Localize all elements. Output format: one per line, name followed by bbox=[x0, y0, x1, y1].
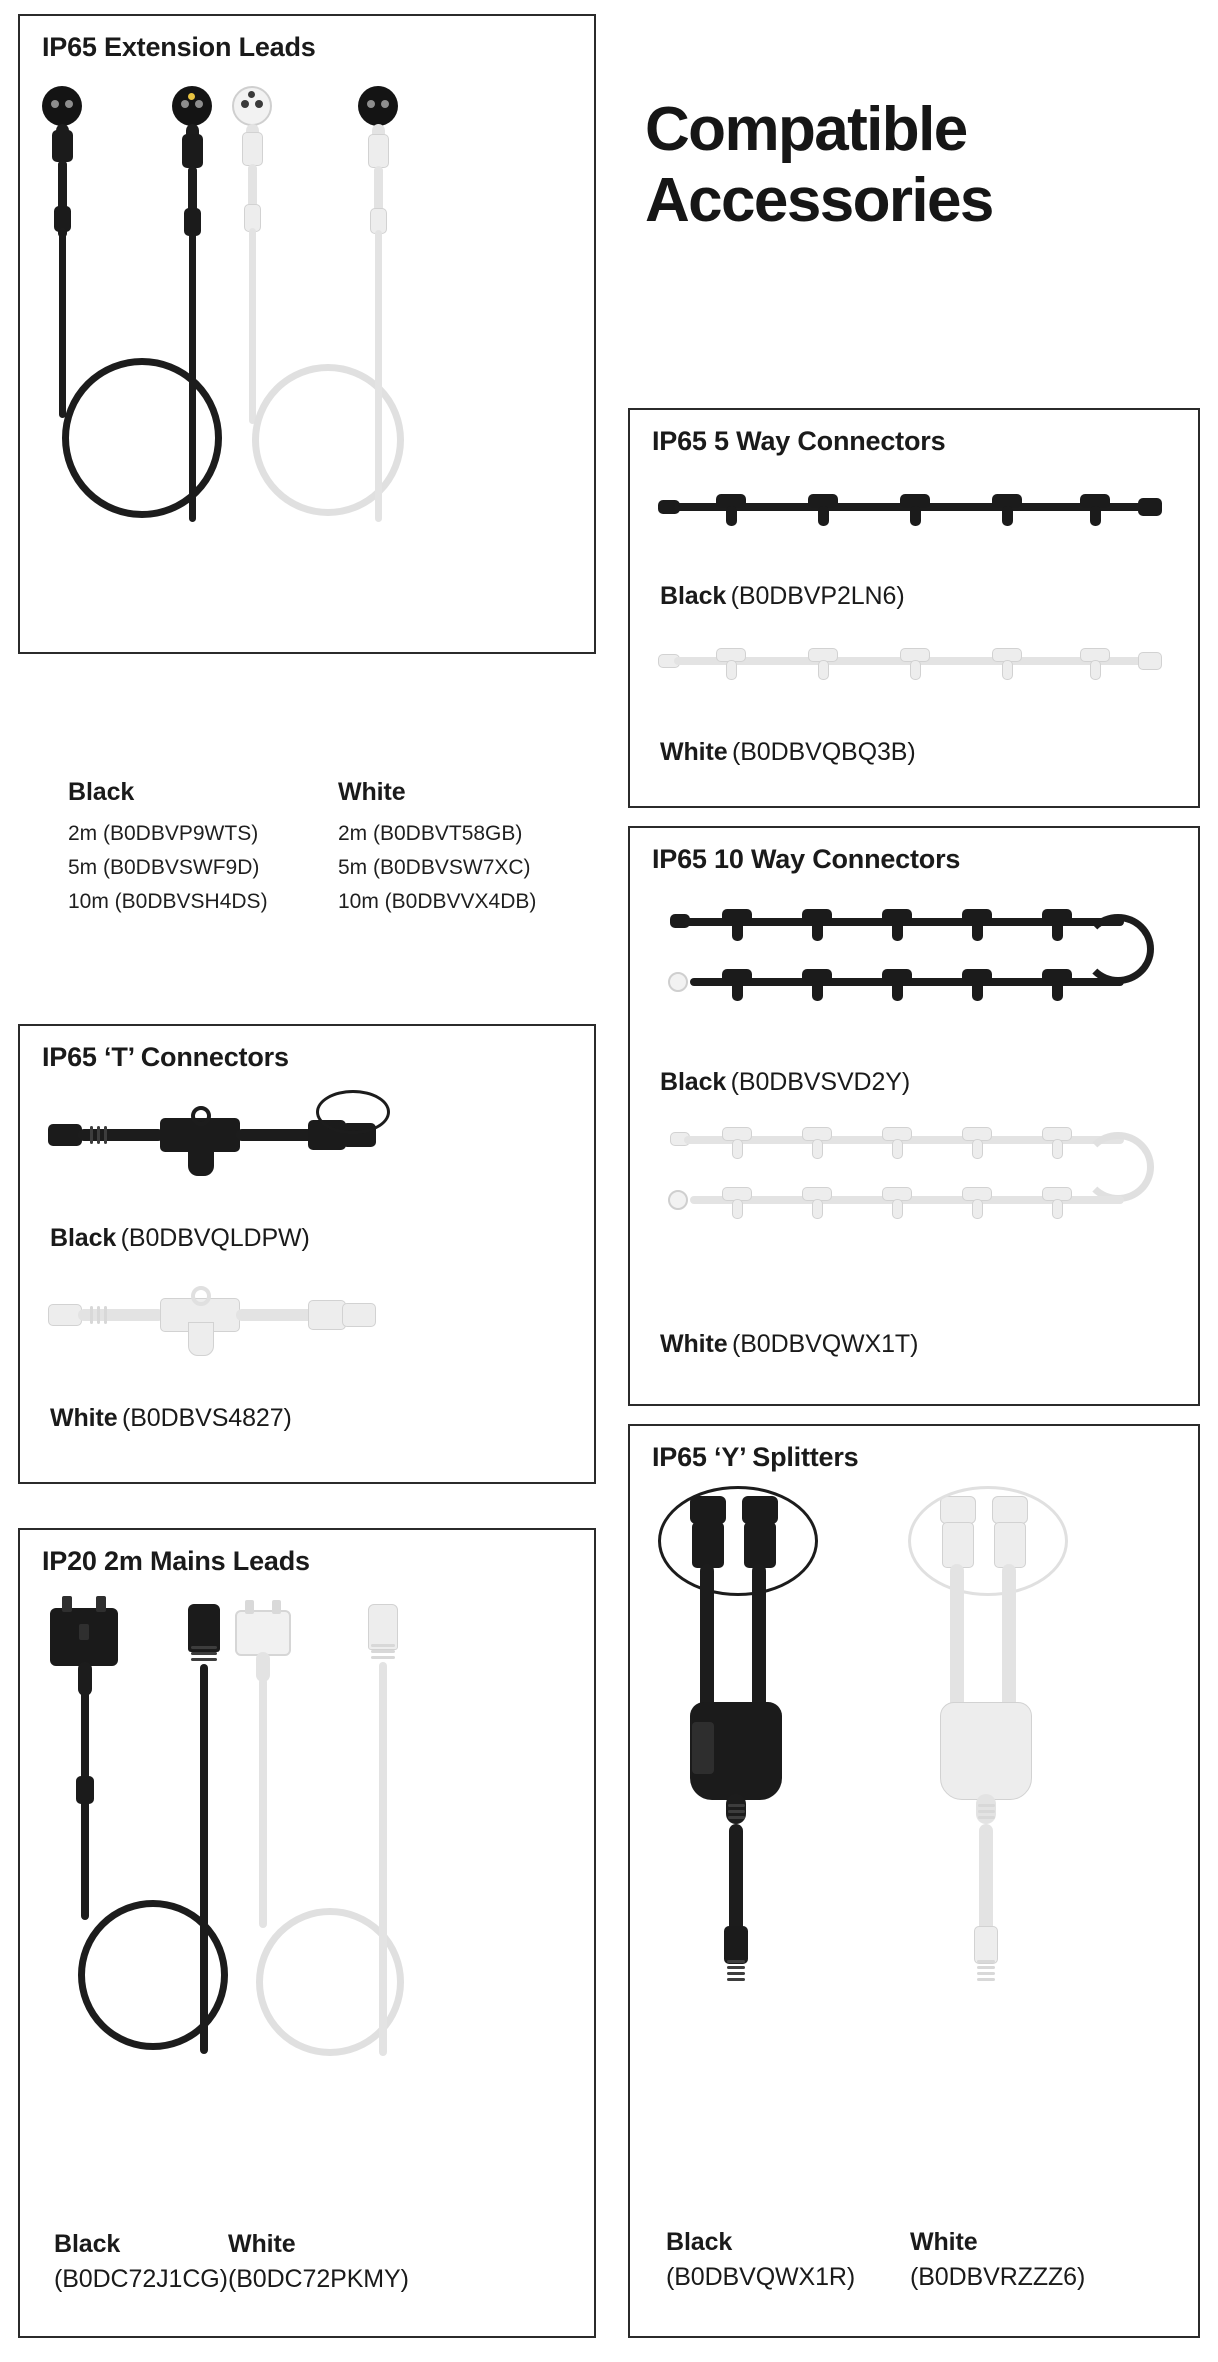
cable-bend bbox=[1082, 1132, 1154, 1202]
variant-label-white: White bbox=[338, 778, 406, 806]
branch-connector bbox=[692, 1522, 724, 1568]
uk-plug-pin bbox=[272, 1600, 281, 1614]
cable-segment bbox=[189, 232, 196, 522]
panel-10-way-title: IP65 10 Way Connectors bbox=[652, 844, 961, 874]
tap-stem bbox=[732, 921, 743, 941]
tap-stem bbox=[892, 921, 903, 941]
tap-stem bbox=[972, 1199, 983, 1219]
tap-stem bbox=[1052, 921, 1063, 941]
tap-stem bbox=[972, 1139, 983, 1159]
variant-label-black: Black bbox=[660, 1068, 727, 1096]
cable-loop bbox=[62, 358, 222, 518]
variant-label-white: White bbox=[910, 2228, 978, 2256]
sku-item: 10m (B0DBVSH4DS) bbox=[68, 890, 268, 914]
variant-sku-white: (B0DC72PKMY) bbox=[228, 2265, 409, 2293]
connector-plug-icon bbox=[42, 86, 82, 126]
panel-extension-leads-title: IP65 Extension Leads bbox=[42, 32, 316, 62]
connector-ribs-icon bbox=[371, 1644, 395, 1659]
tap-stem bbox=[1052, 981, 1063, 1001]
panel-extension-leads bbox=[18, 14, 596, 914]
panel-5-way-title: IP65 5 Way Connectors bbox=[652, 426, 946, 456]
plug-pin-icon bbox=[367, 100, 375, 108]
sku-item: 2m (B0DBVT58GB) bbox=[338, 822, 523, 845]
variant-label-black: Black bbox=[68, 778, 135, 806]
cable-branch bbox=[950, 1564, 964, 1716]
tap-stem bbox=[892, 1199, 903, 1219]
ten-way-white-illustration bbox=[630, 1118, 1202, 1258]
variant-label-black: Black bbox=[660, 582, 727, 610]
variant-label-white: White bbox=[50, 1404, 118, 1432]
tap-stem bbox=[732, 981, 743, 1001]
branch-connector bbox=[942, 1522, 974, 1568]
variant-label-black: Black bbox=[50, 1224, 117, 1252]
variant-label-black: Black bbox=[54, 2230, 121, 2258]
tap-stem bbox=[910, 660, 921, 680]
uk-plug-pin bbox=[79, 1624, 89, 1640]
cable-branch bbox=[752, 1564, 766, 1716]
variant-sku-white: (B0DBVS4827) bbox=[122, 1404, 292, 1432]
plug-pin-icon bbox=[65, 100, 73, 108]
y-splitter-white-illustration bbox=[880, 1486, 1170, 2186]
connector-end-cap bbox=[1138, 652, 1162, 670]
cable-segment bbox=[379, 1662, 387, 2056]
t-connector-hanging-ring bbox=[191, 1106, 211, 1126]
plug-pin-icon bbox=[248, 91, 255, 98]
variant-sku-black: (B0DBVSVD2Y) bbox=[730, 1068, 911, 1096]
sku-list-white bbox=[338, 817, 568, 919]
cable-segment bbox=[200, 1664, 208, 2054]
connector-ribs-icon bbox=[727, 1960, 745, 1981]
y-splitter-black-illustration bbox=[630, 1486, 920, 2186]
uk-plug-pin bbox=[245, 1600, 254, 1614]
connector-end-cap bbox=[48, 1124, 82, 1146]
sku-item: 2m (B0DBVP9WTS) bbox=[68, 822, 259, 845]
tap-stem bbox=[732, 1199, 743, 1219]
cable-ribs-icon bbox=[90, 1126, 107, 1144]
branch-connector bbox=[744, 1522, 776, 1568]
variant-sku-black: (B0DBVP2LN6) bbox=[730, 582, 905, 610]
connector-ribs-icon bbox=[977, 1960, 995, 1981]
connector-plug-icon bbox=[668, 972, 688, 992]
cable-branch bbox=[1002, 1564, 1016, 1716]
t-connector-stem bbox=[188, 1142, 214, 1176]
connector-end-cap bbox=[342, 1303, 376, 1327]
cable-segment bbox=[59, 228, 66, 418]
ten-way-black-illustration bbox=[630, 900, 1202, 1040]
tap-stem bbox=[818, 506, 829, 526]
tap-stem bbox=[1090, 506, 1101, 526]
cable-segment bbox=[249, 228, 256, 424]
mains-leads-illustration bbox=[20, 1590, 598, 2180]
uk-plug-icon bbox=[235, 1610, 291, 1656]
connector-end-cap bbox=[48, 1304, 82, 1326]
panel-y-splitters-title: IP65 ‘Y’ Splitters bbox=[652, 1442, 859, 1472]
tap-stem bbox=[812, 921, 823, 941]
connector-plug-icon bbox=[172, 86, 212, 126]
cable-ribs-icon bbox=[728, 1804, 745, 1819]
plug-pin-icon bbox=[195, 100, 203, 108]
page-title bbox=[645, 95, 1205, 236]
y-splitter-body bbox=[940, 1702, 1032, 1800]
tap-stem bbox=[726, 660, 737, 680]
plug-pin-icon bbox=[181, 100, 189, 108]
tap-stem bbox=[812, 981, 823, 1001]
plug-pin-icon bbox=[381, 100, 389, 108]
t-connector-hanging-ring bbox=[191, 1286, 211, 1306]
cable-branch bbox=[700, 1564, 714, 1716]
variant-sku-black: (B0DBVQWX1R) bbox=[666, 2263, 856, 2291]
cable-connector-body bbox=[52, 130, 73, 162]
panel-mains-leads-title: IP20 2m Mains Leads bbox=[42, 1546, 310, 1576]
extension-leads-illustration bbox=[20, 76, 598, 476]
tap-stem bbox=[726, 506, 737, 526]
tap-stem bbox=[812, 1199, 823, 1219]
cable-connector-body bbox=[242, 132, 263, 166]
tap-stem bbox=[972, 981, 983, 1001]
cable-segment bbox=[259, 1678, 267, 1928]
panel-t-connectors-title: IP65 ‘T’ Connectors bbox=[42, 1042, 289, 1072]
variant-label-white: White bbox=[660, 1330, 728, 1358]
cable-connector-body bbox=[308, 1300, 346, 1330]
tap-stem bbox=[910, 506, 921, 526]
branch-connector bbox=[994, 1522, 1026, 1568]
variant-label-black: Black bbox=[666, 2228, 733, 2256]
variant-label-white: White bbox=[228, 2230, 296, 2258]
cable-connector-body bbox=[182, 134, 203, 168]
panel-t-connectors bbox=[18, 1024, 596, 1484]
panel-mains-leads bbox=[18, 1528, 596, 2338]
page-title-line-1: Compatible bbox=[645, 95, 967, 164]
variant-sku-black: (B0DBVQLDPW) bbox=[120, 1224, 310, 1252]
cable-segment bbox=[81, 1690, 89, 1920]
connector-end-cap bbox=[724, 1926, 748, 1964]
cable-ribs-icon bbox=[90, 1306, 107, 1324]
panel-y-splitters bbox=[628, 1424, 1200, 2338]
tap-stem bbox=[818, 660, 829, 680]
tap-stem bbox=[732, 1139, 743, 1159]
variant-sku-white: (B0DBVQBQ3B) bbox=[732, 738, 916, 766]
tap-stem bbox=[1052, 1139, 1063, 1159]
cable-segment bbox=[375, 230, 382, 522]
tap-stem bbox=[972, 921, 983, 941]
plug-indicator-dot bbox=[188, 93, 195, 100]
connector-socket-icon bbox=[188, 1604, 220, 1652]
cable-loop bbox=[316, 1090, 390, 1134]
connector-plug-icon bbox=[668, 1190, 688, 1210]
sku-item: 5m (B0DBVSW7XC) bbox=[338, 856, 531, 880]
plug-pin-icon bbox=[51, 100, 59, 108]
plug-pin-icon bbox=[255, 100, 263, 108]
cable-connector-body bbox=[368, 134, 389, 168]
page-title-line-2: Accessories bbox=[645, 165, 993, 235]
tap-stem bbox=[892, 981, 903, 1001]
panel-10-way-connectors bbox=[628, 826, 1200, 1406]
panel-5-way-connectors bbox=[628, 408, 1200, 808]
cable-loop bbox=[658, 1486, 818, 1596]
cable-connector-body bbox=[76, 1776, 94, 1804]
five-way-white-illustration bbox=[630, 632, 1202, 702]
plug-pin-icon bbox=[241, 100, 249, 108]
sku-item: 5m (B0DBVSWF9D) bbox=[68, 856, 260, 880]
variant-label-white: White bbox=[660, 738, 728, 766]
cable-bend bbox=[1082, 914, 1154, 984]
connector-end-cap bbox=[1138, 498, 1162, 516]
t-connector-white-illustration bbox=[20, 1276, 598, 1366]
sku-item: 10m (B0DBVVX4DB) bbox=[338, 890, 537, 914]
connector-end-cap bbox=[974, 1926, 998, 1964]
y-splitter-highlight bbox=[692, 1722, 714, 1774]
cable-ribs-icon bbox=[978, 1804, 995, 1819]
tap-stem bbox=[812, 1139, 823, 1159]
connector-ribs-icon bbox=[191, 1646, 217, 1661]
t-connector-stem bbox=[188, 1322, 214, 1356]
t-connector-black-illustration bbox=[20, 1096, 598, 1186]
tap-stem bbox=[892, 1139, 903, 1159]
connector-plug-icon bbox=[358, 86, 398, 126]
five-way-black-illustration bbox=[630, 478, 1202, 548]
cable-loop bbox=[908, 1486, 1068, 1596]
tap-stem bbox=[1090, 660, 1101, 680]
variant-sku-black: (B0DC72J1CG) bbox=[54, 2265, 228, 2293]
uk-plug-pin bbox=[96, 1596, 106, 1612]
variant-sku-white: (B0DBVQWX1T) bbox=[732, 1330, 919, 1358]
variant-sku-white: (B0DBVRZZZ6) bbox=[910, 2263, 1086, 2291]
tap-stem bbox=[1052, 1199, 1063, 1219]
tap-stem bbox=[1002, 660, 1013, 680]
tap-stem bbox=[1002, 506, 1013, 526]
uk-plug-pin bbox=[62, 1596, 72, 1612]
sku-list-black bbox=[68, 817, 278, 919]
